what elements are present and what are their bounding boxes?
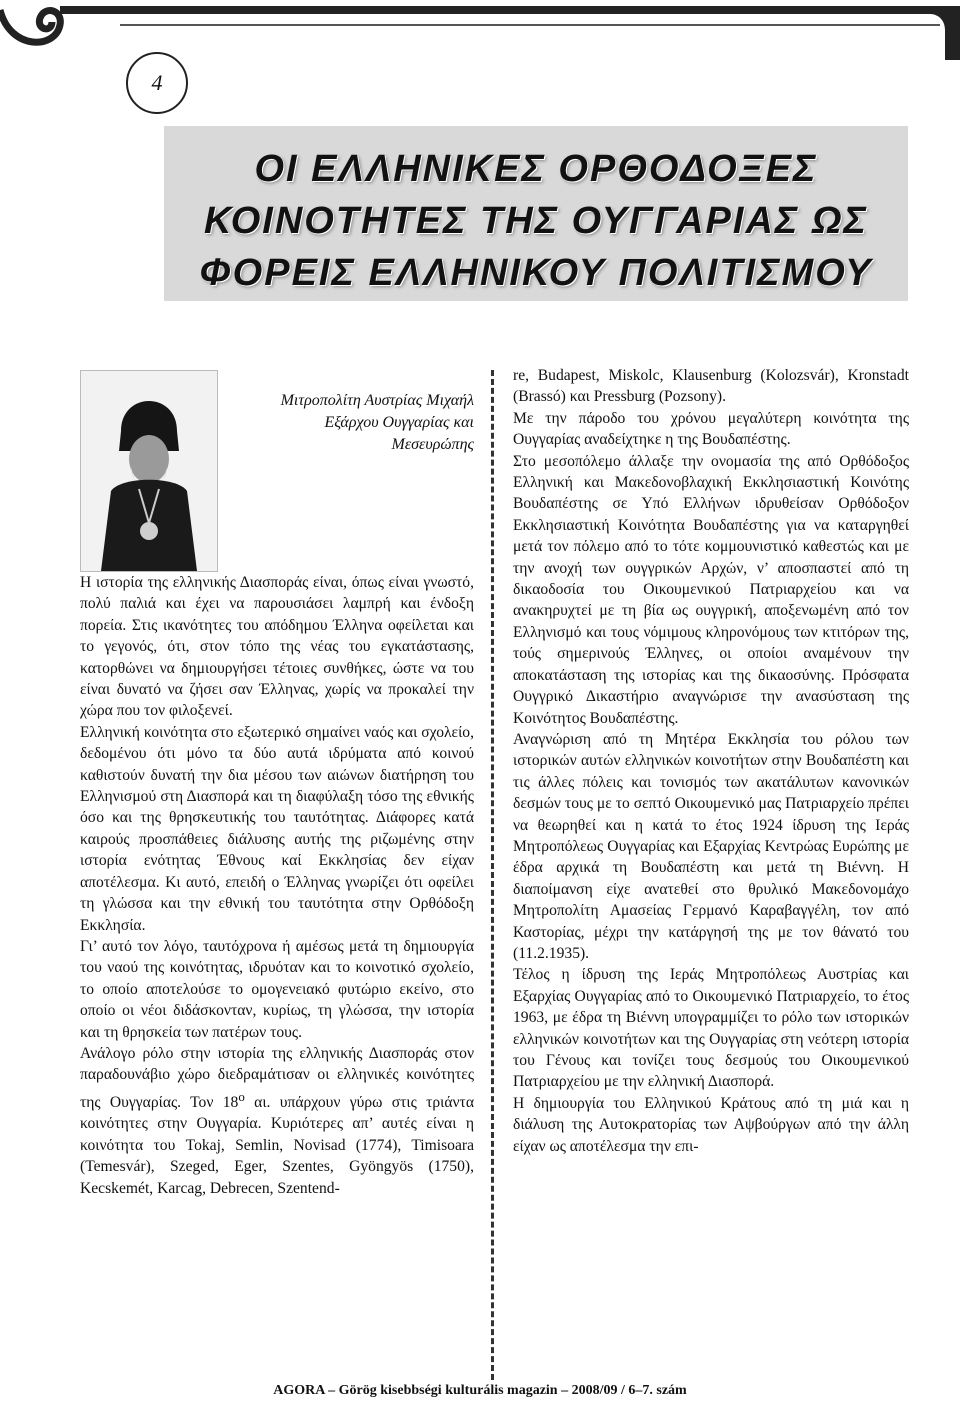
footer-brand: AGORA	[273, 1383, 325, 1398]
column-divider	[491, 370, 494, 1380]
caption-line-1: Μιτροπολίτη Αυστρίας Μιχαήλ	[280, 392, 474, 409]
title-line-3: ΦΟΡΕΙΣ ΕΛΛΗΝΙΚΟΥ ΠΟΛΙΤΙΣΜΟΥ	[199, 252, 873, 294]
right-paragraph-5: Τέλος η ίδρυση της Ιεράς Μητροπόλεως Αυστρίας και Εξαρχίας Ουγγαρίας από το Οικουμενικό Πατριαρχείο, το έτος 1963, με έδρα τη Βιέννη υπογραμμίζει το ρόλο των ιστορικών ελληνικών κοινοτήτων και της Ουγγαρίας στη νεότερη ιστορία του Γένους και τονίζει τους δεσμούς του Οικουμενικού Πατριαρχείου με την ελληνική Διασπορά.	[513, 966, 909, 1091]
left-paragraph-4	[80, 1043, 474, 1199]
header-ornament	[0, 0, 960, 60]
right-column	[513, 365, 909, 1157]
caption-line-3: Μεσευρώπης	[391, 436, 474, 453]
photo-caption	[228, 390, 474, 456]
left-paragraph-3: Γι’ αυτό τον λόγο, ταυτόχρονα ή αμέσως μετά τη δημιουργία του ναού της κοινότητας, ιδρυόταν και το κοινοτικό σχολείο, το οποίο αποτελούσε το ομογενειακό φυτώριο εκείνο, στο οποίο οι νέοι διδάσκονταν, κυρίως, τη γλώσσα, την ιστορία και τη θρησκεία των πατέρων τους.	[80, 937, 474, 1041]
title-line-1: ΟΙ ΕΛΛΗΝΙΚΕΣ ΟΡΘΟΔΟΞΕΣ	[254, 148, 818, 190]
left-paragraph-1: Η ιστορία της ελληνικής Διασποράς είναι, όπως είναι γνωστό, πολύ παλιά και έχει να παρουσιάσει λαμπρή και ένδοξη πορεία. Στις ικανότητες του απόδημου Έλληνα οφείλεται και το γεγονός, ότι, στον τόπο της νέας του εγκατάστασης, κατορθώνει να δημιουργήσει τέτοιες συνθήκες, ώστε να του είναι δυνατό να ζήσει σαν Έλληνας, χωρίς να προκαλεί την χώρα που τον φιλοξενεί.	[80, 574, 474, 720]
century-superscript: ο	[238, 1088, 245, 1104]
right-paragraph-4: Αναγνώριση από τη Μητέρα Εκκλησία του ρόλου των ιστορικών αυτών ελληνικών κοινοτήτων στην Βουδαπέστη και τις άλλες πόλεις και τονισμός των ακατάλυτων κανονικών δεσμών τους με το σεπτό Οικουμενικό μας Πατριαρχείο πρέπει να θεωρηθεί και η κατά το έτος 1924 ίδρυση της Ιεράς Μητροπόλεως Ουγγαρίας και Εξαρχίας Κεντρώας Ευρώπης με έδρα αρχικά τη Βουδαπέστη και μετά τη Βιέννη. Η διαποίμανση είχε ανατεθεί στο θρυλικό Μακεδονομάχο Μητροπολίτη Αμασείας Γερμανό Καραβαγγέλη, τον από Καστορίας, μέχρι την κατάργησή της με τον θάνατό του (11.2.1935).	[513, 730, 909, 962]
page-footer	[0, 1383, 960, 1399]
right-paragraph-2: Με την πάροδο του χρόνου μεγαλύτερη κοινότητα της Ουγγαρίας αναδείχτηκε η της Βουδαπέστης.	[513, 409, 909, 449]
left-paragraph-4a: Ανάλογο ρόλο στην ιστορία της ελληνικής Διασποράς στον παραδουνάβιο χώρο διεδραμάτισαν οι ελληνικές κοινότητες της Ουγγαρίας. Τον 18	[80, 1044, 474, 1111]
left-column	[80, 572, 474, 1199]
footer-text: – Görög kisebbségi kulturális magazin – 2008/09 / 6–7. szám	[324, 1383, 687, 1398]
right-paragraph-3: Στο μεσοπόλεμο άλλαξε την ονομασία της από Ορθόδοξος Ελληνική και Μακεδονοβλαχική Εκκλησιαστική Κοινότης Βουδαπέστης σε Υπό Ελλήνων ιδρυθείσαν Ορθόδοξον Εκκλησιαστική Κοινότητα Βουδαπέστης για να καταργηθεί μετά τον πόλεμο από το τότε κομμουνιστικό καθεστώς και με την ανοχή των ουγγρικών Αρχών, ν’ αποσπαστεί από τη δικαοδοσία του Οικουμενικού Πατριαρχείου και να ανακηρυχτεί με τη βία ως ουγγρική, αποξενωμένη από τον Ελληνισμό και τους νόμιμους κληρονόμους των κτιτόρων της, τούς σημερινούς Έλληνες, οι οποίοι αναμένουν την αποκατάσταση της ιστορίας και της δικαοσύνης. Πρόσφατα Ουγγρικό Δικαστήριο αναγνώρισε την ανασύσταση της Κοινότητος Βουδαπέστης.	[513, 452, 909, 727]
left-paragraph-2: Ελληνική κοινότητα στο εξωτερικό σημαίνει ναός και σχολείο, δεδομένου ότι μόνο τα δύο αυτά ιδρύματα από κοινού καθιστούν δυνατή την δια μέσου των αιώνων διατήρηση του Ελληνισμού στη Διασπορά και τη διαφύλαξη τόσο της εθνικής όσο και της θρησκευτικής του ταυτότητας. Διάφορες κατά καιρούς προσπάθειες διάλυσης αυτής της ριζωμένης στην ιστορία ενότητας Έθνους καί Εκκλησίας δεν είχαν αποτέλεσμα. Κι αυτό, επειδή ο Έλληνας γνωρίζει ότι οφείλει τη γλώσσα και την εθνική του ταυτότητα στην Ορθόδοξη Εκκλησία.	[80, 723, 474, 934]
title-line-2: ΚΟΙΝΟΤΗΤΕΣ ΤΗΣ ΟΥΓΓΑΡΙΑΣ ΩΣ	[204, 200, 868, 242]
right-paragraph-1: re, Budapest, Miskolc, Klausenburg (Kolozsvár), Kronstadt (Brassó) και Pressburg (Pozsony).	[513, 367, 909, 406]
caption-line-2: Εξάρχου Ουγγαρίας και	[324, 414, 474, 431]
portrait-photo	[80, 370, 218, 572]
left-paragraph-4b: αι. υπάρχουν γύρω στις τριάντα κοινότητες στην Ουγγαρία. Κυριότερες απ’ αυτές είναι η κοινότητα του Tokaj, Semlin, Novisad (1774), Timisoara (Temesvár), Szeged, Eger, Szentes, Gyöngyös (1750), Kecskemét, Karcag, Debrecen, Szentend-	[80, 1093, 474, 1197]
right-paragraph-6: Η δημιουργία του Ελληνικού Κράτους από τη μιά και η διάλυση της Αυτοκρατορίας των Αψβούργων από την άλλη είχαν ως αποτέλεσμα την επι-	[513, 1094, 909, 1155]
page-number: 4	[126, 52, 188, 114]
title-box	[164, 126, 908, 301]
